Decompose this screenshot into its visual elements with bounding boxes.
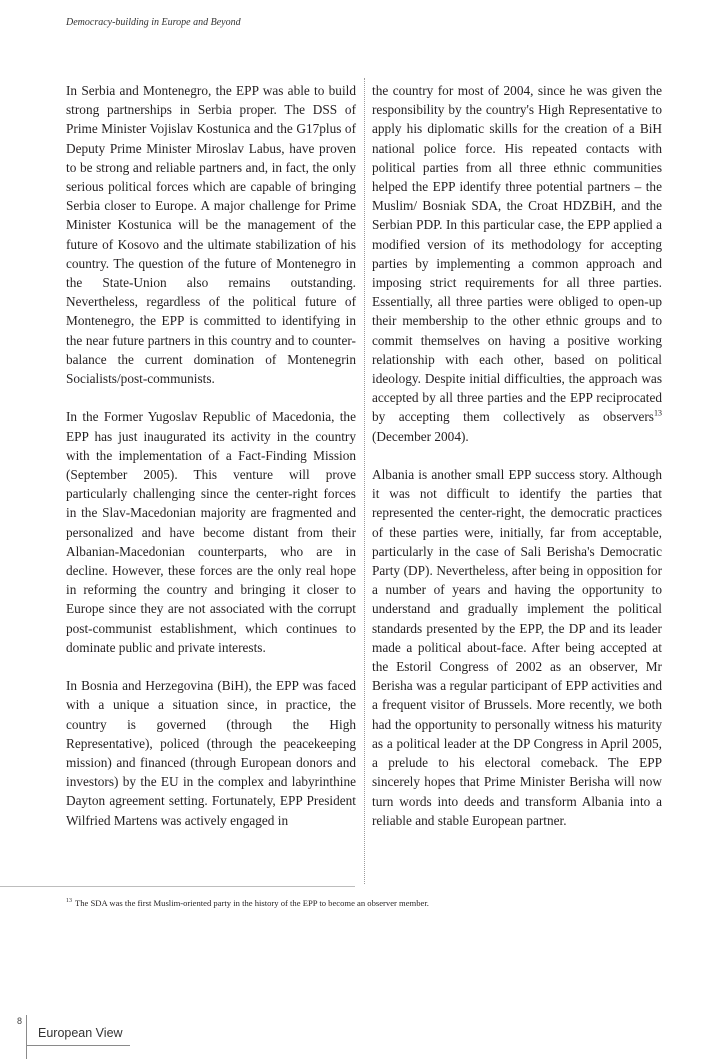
footnote <box>66 898 666 908</box>
running-header: Democracy-building in Europe and Beyond <box>66 17 241 28</box>
column-divider <box>364 78 365 884</box>
paragraph-macedonia: In the Former Yugoslav Republic of Macedonia, the EPP has just inaugurated its activity in the country with the implementation of a Fact-Finding Mission (September 2005). This venture will prove particularly challenging since the center-right forces in the Slav-Macedonian majority are fragmented and personalized and have become distant from their Albanian-Macedonian counterparts, who are in decline. However, these forces are the only real hope in reforming the country and bringing it closer to Europe since they are not associated with the corrupt post-communist establishment, which continues to dominate public and private interests. <box>66 409 356 655</box>
paragraph-bosnia-continued-tail: (December 2004). <box>372 428 469 444</box>
footer-rule <box>26 1045 130 1046</box>
paragraph-albania: Albania is another small EPP success story. Although it was not difficult to identify the parties that represented the center-right, the democratic practices of these parties were, initially, far from acceptable, particularly in the case of Sali Berisha's Democratic Party (DP). Nevertheless, after being in opposition for a number of years and having the opportunity to understand and gradually implement the political standards presented by the EPP, the DP and its leader made a political about-face. After being accepted at the Estoril Congress of 2002 as an observer, Mr Berisha was a regular participant of EPP activities and a frequent visitor of Brussels. More recently, we both had the opportunity to personally witness his maturity as a political leader at the DP Congress in April 2005, a prelude to his electoral comeback. The EPP sincerely hopes that Prime Minister Berisha will now turn words into deeds and transform Albania into a reliable and stable European partner. <box>372 467 662 828</box>
footnote-rule <box>0 886 355 887</box>
footnote-reference[interactable]: 13 <box>654 409 662 419</box>
page-number: 8 <box>17 1016 23 1026</box>
paragraph-bosnia-continued-text: the country for most of 2004, since he was given the responsibility by the country's High Representative to apply his diplomatic skills for the creation of a BiH national police force. His repeated contacts with political parties from all three ethnic communities helped the EPP identify three potential partners – the Muslim/ Bosniak SDA, the Croat HDZBiH, and the Serbian PDP. In this particular case, the EPP applied a modified version of its methodology for accepting parties by implementing a common approach and imposing strict requirements for all three parties. Essentially, all three parties were obliged to open-up their membership to the other ethnic groups and to commit themselves on having a positive working relationship with each other, based on political ideology. Despite initial difficulties, the approach was accepted by all three parties and the EPP reciprocated by accepting them collectively as observers <box>372 83 662 425</box>
paragraph-serbia-montenegro: In Serbia and Montenegro, the EPP was able to build strong partnerships in Serbia proper. The DSS of Prime Minister Vojislav Kostunica and the G17plus of Deputy Prime Minister Miroslav Labus, have proven to be strong and reliable partners and, in fact, the only serious political forces which are capable of bringing Serbia closer to Europe. A major challenge for Prime Minister Kostunica will be the management of the future of Kosovo and the ultimate stabilization of his country. The question of the future of Montenegro in the State-Union also remains outstanding. Nevertheless, regardless of the political future of Montenegro, the EPP is committed to identifying in the near future partners in this country and to counter-balance the current domination of Montenegrin Socialists/post-communists. <box>66 83 356 387</box>
footer-side-line <box>26 1015 27 1059</box>
footnote-number: 13 <box>66 898 72 905</box>
right-column <box>372 81 662 830</box>
footnote-text: The SDA was the first Muslim-oriented party in the history of the EPP to become an observer member. <box>75 898 429 908</box>
journal-name: European View <box>38 1026 123 1040</box>
left-column <box>66 81 356 830</box>
paragraph-bosnia: In Bosnia and Herzegovina (BiH), the EPP was faced with a unique a situation since, in practice, the country is governed (through the High Representative), policed (through the peacekeeping mission) and financed (through European donors and investors) by the EU in the complex and labyrinthine Dayton agreement setting. Fortunately, EPP President Wilfried Martens was actively engaged in <box>66 678 356 828</box>
paragraph-bosnia-continued <box>372 81 662 446</box>
